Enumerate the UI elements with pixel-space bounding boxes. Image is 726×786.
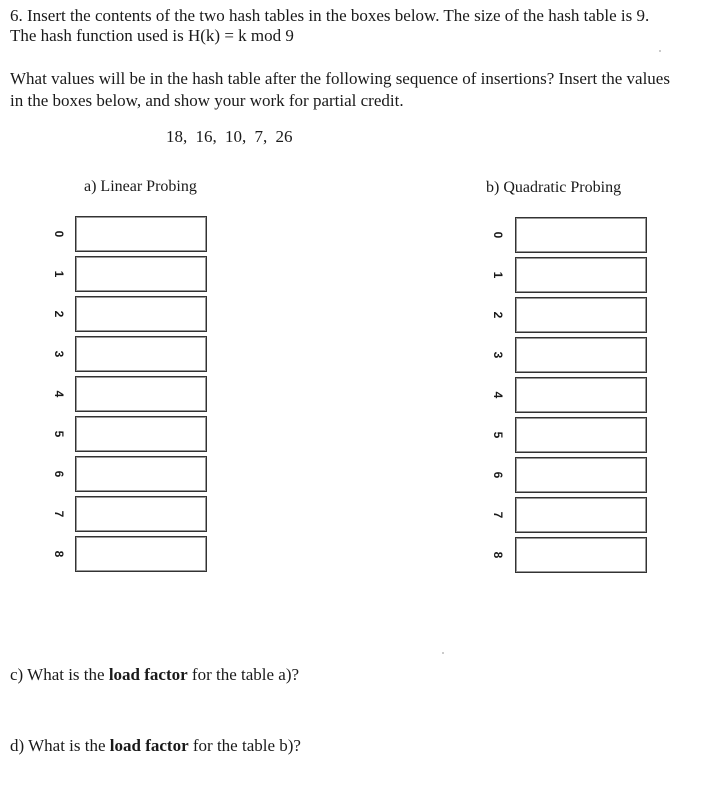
question-prefix: c) What is the <box>10 665 109 684</box>
slot-index: 6 <box>491 471 505 479</box>
load-factor-question-b <box>10 736 301 756</box>
quadratic-probing-table <box>491 217 647 573</box>
load-factor-question-a <box>10 665 299 685</box>
quadratic-probing-title: b) Quadratic Probing <box>486 179 622 196</box>
load-factor-term: load factor <box>108 665 188 684</box>
load-factor-term: load factor <box>109 736 189 755</box>
table-b-slot-7[interactable] <box>491 497 647 533</box>
slot-index: 1 <box>52 270 66 278</box>
table-a-slot-0[interactable] <box>52 216 207 252</box>
slot-index: 7 <box>52 510 66 518</box>
slot-index: 1 <box>491 271 505 279</box>
slot-index: 5 <box>52 430 66 438</box>
insertion-sequence: 18, 16, 10, 7, 26 <box>166 127 293 146</box>
slot-index: 8 <box>52 550 66 558</box>
linear-probing-table <box>52 216 207 572</box>
slot-index: 4 <box>52 390 66 398</box>
slot-index: 3 <box>491 351 505 359</box>
table-a-slot-7[interactable] <box>52 496 207 532</box>
slot-index: 3 <box>52 350 66 358</box>
table-a-slot-5[interactable] <box>52 416 207 452</box>
linear-probing-title: a) Linear Probing <box>84 178 197 195</box>
table-b-slot-6[interactable] <box>491 457 647 493</box>
slot-index: 0 <box>491 231 505 239</box>
table-a-slot-4[interactable] <box>52 376 207 412</box>
table-a-slot-3[interactable] <box>52 336 207 372</box>
slot-index: 7 <box>491 511 505 519</box>
table-b-slot-5[interactable] <box>491 417 647 453</box>
question-prefix: d) What is the <box>10 736 110 755</box>
table-a-slot-2[interactable] <box>52 296 207 332</box>
slot-index: 5 <box>491 431 505 439</box>
table-a-slot-1[interactable] <box>52 256 207 292</box>
slot-index: 2 <box>491 311 505 319</box>
table-b-slot-4[interactable] <box>491 377 647 413</box>
slot-index: 8 <box>491 551 505 559</box>
question-suffix: for the table a)? <box>187 665 300 684</box>
table-b-slot-1[interactable] <box>491 257 647 293</box>
slot-index: 0 <box>52 230 66 238</box>
table-b-slot-0[interactable] <box>491 217 647 253</box>
scan-speck <box>442 652 444 654</box>
slot-index: 2 <box>52 310 66 318</box>
question-text-line-4: in the boxes below, and show your work for partial credit. <box>10 91 404 110</box>
slot-index: 4 <box>491 391 505 399</box>
question-text-line-3: What values will be in the hash table after the following sequence of insertions? Insert the values <box>10 69 670 88</box>
table-b-slot-8[interactable] <box>491 537 647 573</box>
scan-speck <box>659 50 661 52</box>
table-a-slot-8[interactable] <box>52 536 207 572</box>
question-text-line-1: 6. Insert the contents of the two hash tables in the boxes below. The size of the hash table is 9. <box>10 6 650 25</box>
table-a-slot-6[interactable] <box>52 456 207 492</box>
question-suffix: for the table b)? <box>188 736 301 755</box>
slot-index: 6 <box>52 470 66 478</box>
table-b-slot-2[interactable] <box>491 297 647 333</box>
hash-function-text: The hash function used is H(k) = k mod 9 <box>10 26 294 45</box>
table-b-slot-3[interactable] <box>491 337 647 373</box>
